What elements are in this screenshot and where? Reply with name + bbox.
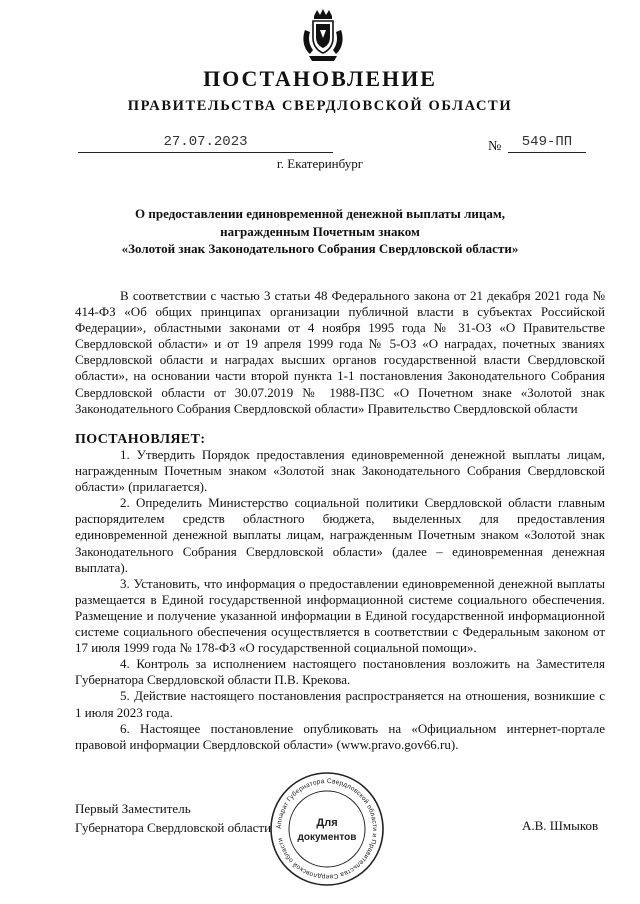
document-number: 549-ПП — [508, 134, 586, 153]
signatory-name: А.В. Шмыков — [522, 818, 599, 833]
signatory-position-line: Первый Заместитель — [75, 801, 191, 816]
stamp-center-line: документов — [297, 832, 357, 843]
resolution-item: 5. Действие настоящего постановления распространяется на отношения, возникшие с 1 июля 2023 года. — [75, 688, 605, 720]
signatory-position-line: Губернатора Свердловской области — [75, 820, 272, 835]
coat-of-arms-emblem — [300, 8, 346, 64]
document-date: 27.07.2023 — [78, 134, 333, 153]
heading-line: «Золотой знак Законодательного Собрания Свердловской области» — [121, 241, 519, 256]
resolution-items — [75, 447, 605, 753]
resolution-heading — [100, 205, 540, 258]
issuing-authority: ПРАВИТЕЛЬСТВА СВЕРДЛОВСКОЙ ОБЛАСТИ — [127, 98, 513, 114]
preamble-paragraph: В соответствии с частью 3 статьи 48 Федерального закона от 21 декабря 2021 года № 414-ФЗ «Об общих принципах организации публичной власти в субъектах Российской Федерации», областными законами от 4 ноября 1995 года № 31-ОЗ «О Правительстве Свердловской области» и от 19 апреля 1999 года № 5-ОЗ «О наградах, почетных званиях Свердловской области и наградах высших органов государственной власти Свердловской области», на основании части второй пункта 1-1 постановления Законодательного Собрания Свердловской области от 30.07.2019 № 1988-ПЗС «О Почетном знаке «Золотой знак Законодательного Собрания Свердловской области» Правительство Свердловской области — [75, 288, 605, 416]
document-title: ПОСТАНОВЛЕНИЕ — [203, 66, 437, 91]
resolution-item: 6. Настоящее постановление опубликовать на «Официальном интернет-портале правовой информации Свердловской области» (www.pravo.gov66.ru). — [75, 720, 605, 752]
number-sign: № — [488, 139, 502, 154]
resolution-item: 1. Утвердить Порядок предоставления единовременной денежной выплаты лицам, награжденным Почетным знаком «Золотой знак Законодательного Собрания Свердловской области» (прилагается). — [75, 447, 605, 495]
stamp-ring-text: Аппарат Губернатора Свердловской области и Правительства Свердловской области — [275, 777, 379, 881]
resolution-item: 3. Установить, что информация о предоставлении единовременной денежной выплаты размещается в Единой государственной информационной системе социального обеспечения. Размещение и получение указанной информации в Единой государственной информационной системе социального обеспечения осуществляется в соответствии с Федеральным законом от 17 июля 1999 года № 178-ФЗ «О государственной социальной помощи». — [75, 575, 605, 656]
city-line: г. Екатеринбург — [276, 156, 364, 171]
heading-line: О предоставлении единовременной денежной выплаты лицам, — [135, 206, 505, 221]
resolves-label: ПОСТАНОВЛЯЕТ: — [75, 432, 206, 447]
official-stamp — [268, 770, 386, 888]
signatory-position — [75, 799, 271, 837]
stamp-center-line: Для — [316, 817, 338, 829]
resolution-item: 4. Контроль за исполнением настоящего постановления возложить на Заместителя Губернатора Свердловской области П.В. Крекова. — [75, 656, 605, 688]
heading-line: награжденным Почетным знаком — [220, 223, 420, 239]
resolution-item: 2. Определить Министерство социальной политики Свердловской области главным распорядителем средств областного бюджета, выделенных для предоставления единовременной денежной выплаты лицам, награжденным Почетным знаком «Золотой знак Законодательного Собрания Свердловской области» (далее – единовременная денежная выплата). — [75, 495, 605, 575]
